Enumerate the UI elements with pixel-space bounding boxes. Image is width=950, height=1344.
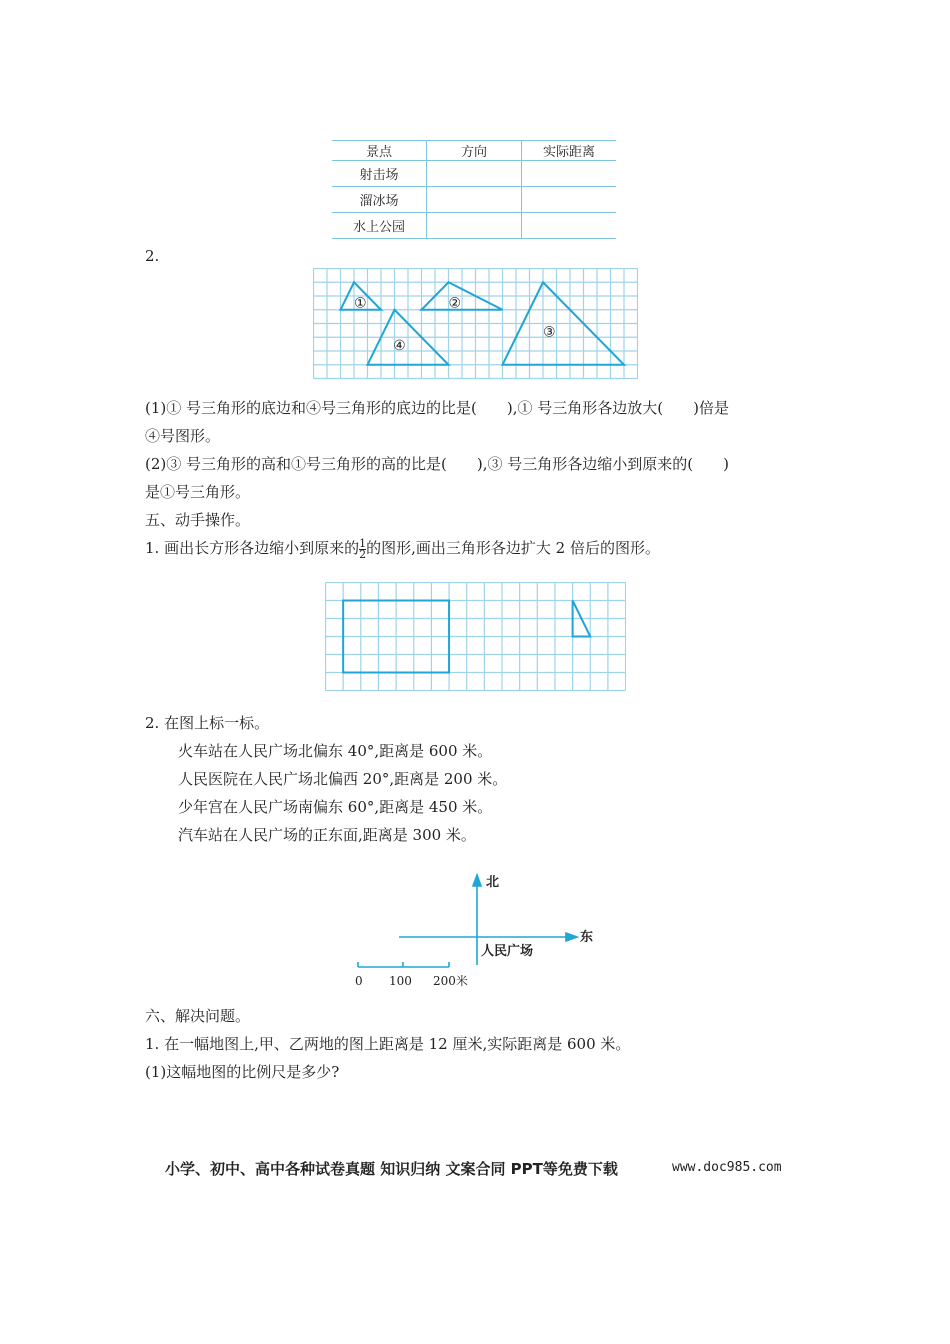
question-text: (1)这幅地图的比例尺是多少? (145, 1063, 340, 1081)
footer-text: 小学、初中、高中各种试卷真题 知识归纳 文案合同 PPT等免费下载 (165, 1160, 618, 1178)
north-arrow-icon (473, 875, 481, 886)
table-cell (427, 161, 522, 187)
question-text: 2. 在图上标一标。 (145, 714, 270, 732)
question-text (145, 538, 660, 560)
triangle-grid (313, 268, 638, 380)
question-text: 是①号三角形。 (145, 483, 251, 501)
north-label: 北 (486, 875, 500, 890)
east-arrow-icon (566, 933, 577, 941)
header-cell: 实际距离 (522, 141, 617, 161)
header-cell: 景点 (332, 141, 427, 161)
text: 1. 画出长方形各边缩小到原来的 (145, 539, 360, 557)
drawing-grid (325, 582, 626, 691)
center-label: 人民广场 (481, 944, 534, 959)
table-row (332, 161, 616, 187)
section-title: 五、动手操作。 (145, 511, 251, 529)
question-text: 1. 在一幅地图上,甲、乙两地的图上距离是 12 厘米,实际距离是 600 米。 (145, 1035, 631, 1053)
east-label: 东 (580, 930, 594, 945)
scale-label: 100 (389, 974, 412, 988)
scenic-spot-table (332, 140, 616, 239)
triangle-label: ③ (542, 324, 556, 341)
table-cell (427, 187, 522, 213)
table-cell (427, 213, 522, 239)
triangle-label: ② (448, 295, 462, 312)
question-text: (1)① 号三角形的底边和④号三角形的底边的比是( ),① 号三角形各边放大( )倍是 (145, 399, 729, 417)
scale-label: 200米 (433, 974, 468, 988)
numerator: 1 (359, 536, 367, 550)
table-cell (522, 187, 617, 213)
table-cell (522, 161, 617, 187)
denominator: 2 (359, 547, 367, 561)
table-row (332, 213, 616, 239)
table-cell: 水上公园 (332, 213, 427, 239)
question-text: (2)③ 号三角形的高和①号三角形的高的比是( ),③ 号三角形各边缩小到原来的( ) (145, 455, 729, 473)
table-cell: 溜冰场 (332, 187, 427, 213)
triangle-label: ④ (393, 338, 406, 354)
section-title: 六、解决问题。 (145, 1007, 251, 1025)
question-text: ④号图形。 (145, 427, 221, 445)
compass-map (340, 865, 620, 995)
table-cell: 射击场 (332, 161, 427, 187)
question-text: 汽车站在人民广场的正东面,距离是 300 米。 (178, 826, 476, 844)
triangle-label: ① (353, 295, 367, 312)
question-text: 少年宫在人民广场南偏东 60°,距离是 450 米。 (178, 798, 493, 816)
question-text: 火车站在人民广场北偏东 40°,距离是 600 米。 (178, 742, 493, 760)
table-cell (522, 213, 617, 239)
text: 的图形,画出三角形各边扩大 2 倍后的图形。 (366, 539, 660, 557)
footer-url[interactable]: www.doc985.com (672, 1160, 782, 1175)
table-header-row (332, 141, 616, 161)
scale-label: 0 (355, 974, 363, 988)
header-cell: 方向 (427, 141, 522, 161)
table-row (332, 187, 616, 213)
question-text: 人民医院在人民广场北偏西 20°,距离是 200 米。 (178, 770, 508, 788)
question-number: 2. (145, 247, 160, 265)
